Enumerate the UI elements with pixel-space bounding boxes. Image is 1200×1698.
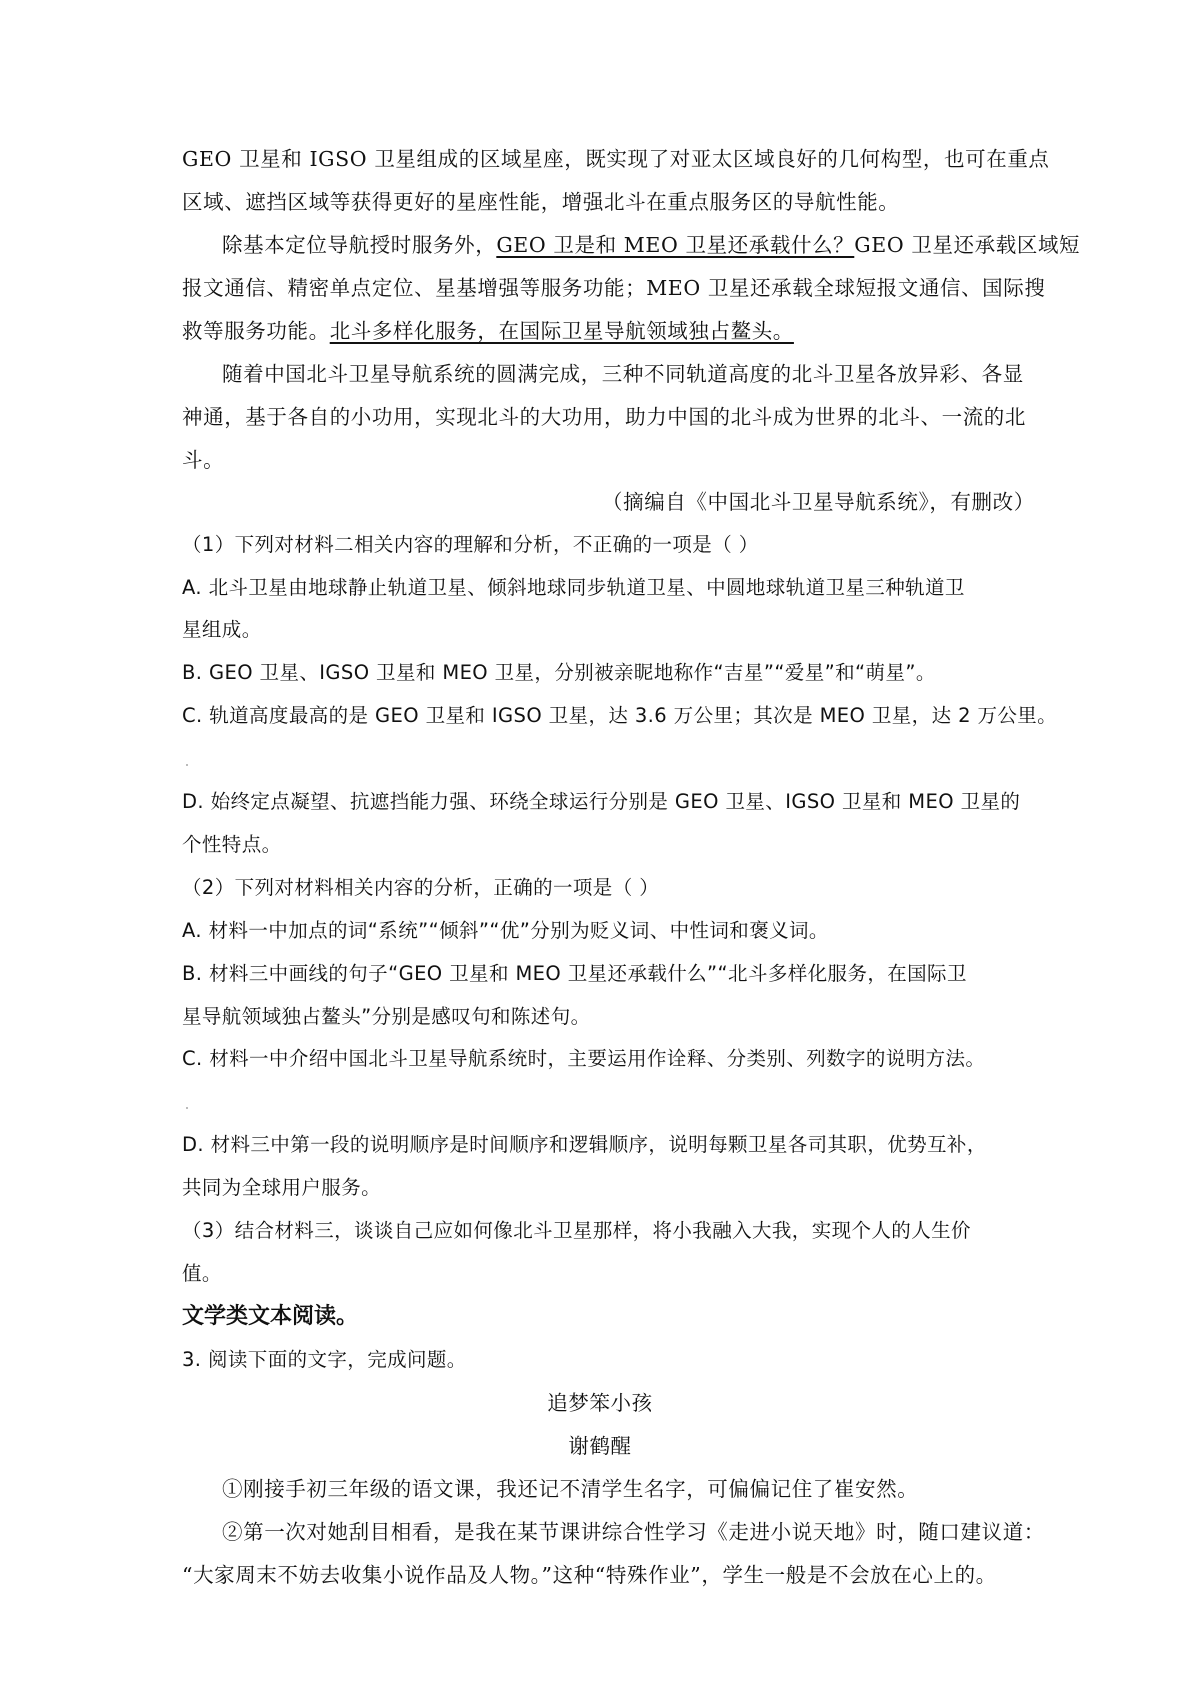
source-citation: （摘编自《中国北斗卫星导航系统》，有删改） (602, 490, 1035, 514)
q1-option-c: C. 轨道高度最高的是 GEO 卫星和 IGSO 卫星，达 3.6 万公里；其次是 MEO 卫星，达 2 万公里。 (182, 704, 1058, 727)
story-paragraph-2-line2: “大家周末不妨去收集小说作品及人物。”这种“特殊作业”，学生一般是不会放在心上的。 (182, 1563, 997, 1587)
material3-p1-line1: GEO 卫星和 IGSO 卫星组成的区域星座，既实现了对亚太区域良好的几何构型，也可在重点 (182, 147, 1050, 171)
q2-option-b-line2: 星导航领域独占鳌头”分别是感叹句和陈述句。 (182, 1005, 591, 1028)
q1-option-a-line1: A. 北斗卫星由地球静止轨道卫星、倾斜地球同步轨道卫星、中圆地球轨道卫星三种轨道卫 (182, 576, 965, 599)
underlined-sentence-1: GEO 卫是和 MEO 卫星还承载什么？ (496, 233, 855, 257)
material3-p1-line2: 区域、遮挡区域等获得更好的星座性能，增强北斗在重点服务区的导航性能。 (182, 190, 900, 214)
q3-stem-line1: （3）结合材料三，谈谈自己应如何像北斗卫星那样，将小我融入大我，实现个人的人生价 (182, 1219, 971, 1242)
story-author: 谢鹤醒 (568, 1434, 632, 1458)
material3-p2-text-a: 除基本定位导航授时服务外， (222, 233, 497, 257)
material3-p3-line2: 神通，基于各自的小功用，实现北斗的大功用，助力中国的北斗成为世界的北斗、一流的北 (182, 405, 1026, 429)
story-paragraph-2-line1: ②第一次对她刮目相看，是我在某节课讲综合性学习《走进小说天地》时，随口建议道： (222, 1520, 1045, 1544)
q2-option-d-line2: 共同为全球用户服务。 (182, 1176, 382, 1199)
material3-p3-line3: 斗。 (182, 448, 225, 472)
q1-option-d-line1: D. 始终定点凝望、抗遮挡能力强、环绕全球运行分别是 GEO 卫星、IGSO 卫星和 MEO 卫星的 (182, 790, 1021, 813)
story-paragraph-1: ①刚接手初三年级的语文课，我还记不清学生名字，可偏偏记住了崔安然。 (222, 1477, 919, 1501)
q1-option-d-line2: 个性特点。 (182, 833, 282, 856)
material3-p2-text-b: GEO 卫星还承载区域短 (854, 233, 1081, 257)
q2-option-c: C. 材料一中介绍中国北斗卫星导航系统时，主要运用作诠释、分类别、列数字的说明方法。 (182, 1047, 986, 1070)
page-speck (186, 764, 188, 766)
q2-option-b-line1: B. 材料三中画线的句子“GEO 卫星和 MEO 卫星还承载什么”“北斗多样化服务，在国际卫 (182, 962, 967, 985)
q1-option-b: B. GEO 卫星、IGSO 卫星和 MEO 卫星，分别被亲昵地称作“吉星”“爱星”和“萌星”。 (182, 661, 936, 684)
q2-option-d-line1: D. 材料三中第一段的说明顺序是时间顺序和逻辑顺序，说明每颗卫星各司其职，优势互补， (182, 1133, 987, 1156)
underlined-sentence-2: 北斗多样化服务，在国际卫星导航领域独占鳌头。 (329, 319, 794, 343)
q1-option-a-line2: 星组成。 (182, 618, 262, 641)
question-3-intro: 3. 阅读下面的文字，完成问题。 (182, 1348, 467, 1371)
q1-stem: （1）下列对材料二相关内容的理解和分析，不正确的一项是（ ） (182, 533, 759, 556)
material3-p2-line2: 报文通信、精密单点定位、星基增强等服务功能；MEO 卫星还承载全球短报文通信、国际搜 (182, 276, 1046, 300)
page-speck (186, 1107, 188, 1109)
material3-p2-line3 (182, 317, 794, 345)
material3-p2-line1 (222, 231, 1080, 259)
q2-option-a: A. 材料一中加点的词“系统”“倾斜”“优”分别为贬义词、中性词和褒义词。 (182, 919, 829, 942)
q2-stem: （2）下列对材料相关内容的分析，正确的一项是（ ） (182, 876, 660, 899)
section-heading: 文学类文本阅读。 (182, 1304, 359, 1329)
material3-p2-text-c: 救等服务功能。 (182, 319, 330, 343)
story-title: 追梦笨小孩 (547, 1391, 653, 1415)
material3-p3-line1: 随着中国北斗卫星导航系统的圆满完成，三种不同轨道高度的北斗卫星各放异彩、各显 (222, 362, 1024, 386)
q3-stem-line2: 值。 (182, 1262, 222, 1285)
